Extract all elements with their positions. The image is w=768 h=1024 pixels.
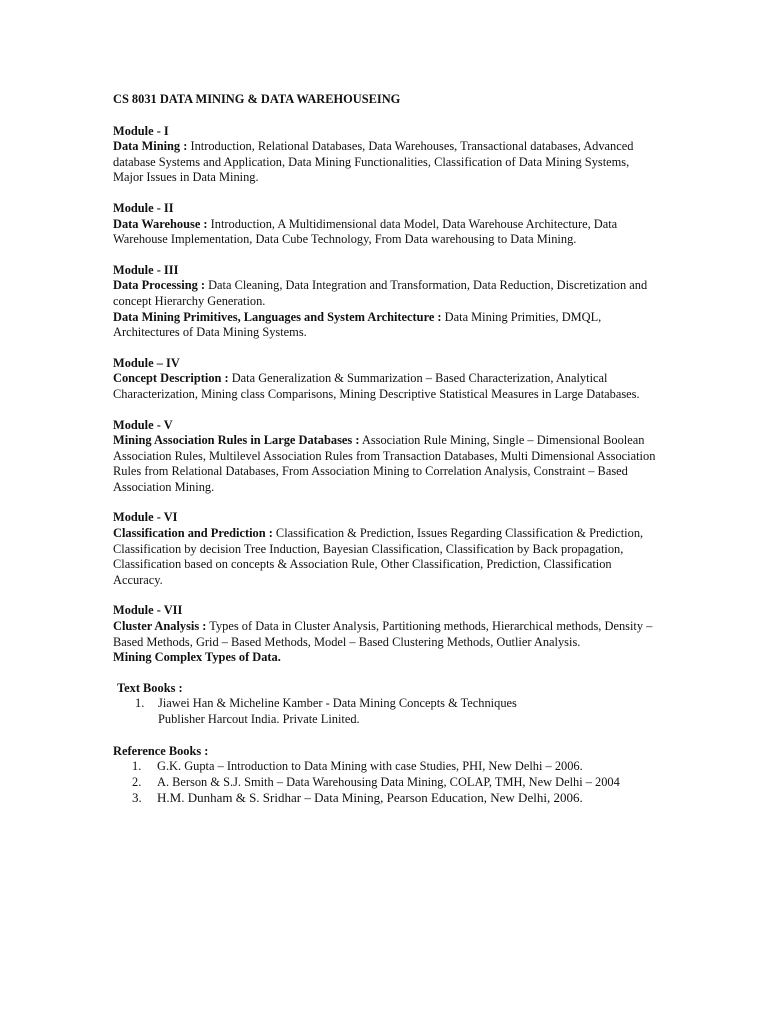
topic-text: Introduction, A Multidimensional data Model, Data Warehouse Architecture, Data Warehouse Implementation, Data Cube Technology, From Data warehousing to Data Mining. xyxy=(113,216,618,247)
module-heading: Module - VII xyxy=(113,603,183,618)
module-heading: Module - I xyxy=(113,123,169,138)
module-paragraph xyxy=(113,371,656,402)
module-4 xyxy=(113,356,656,403)
module-5 xyxy=(113,418,656,496)
course-title: CS 8031 DATA MINING & DATA WAREHOUSEING xyxy=(113,92,401,106)
module-paragraph xyxy=(113,310,656,341)
module-extra-topic: Mining Complex Types of Data. xyxy=(113,650,281,665)
module-paragraph xyxy=(113,433,656,495)
reference-entry: A. Berson & S.J. Smith – Data Warehousing Data Mining, COLAP, TMH, New Delhi – 2004 xyxy=(157,774,620,789)
list-number: 2. xyxy=(132,774,142,789)
reference-entry: H.M. Dunham & S. Sridhar – Data Mining, Pearson Education, New Delhi, 2006. xyxy=(157,790,583,806)
list-number: 1. xyxy=(132,759,142,774)
module-paragraph xyxy=(113,526,656,588)
book-publisher-line: Publisher Harcout India. Private Linited. xyxy=(158,712,360,726)
topic-term: Cluster Analysis : xyxy=(113,619,207,634)
module-paragraph xyxy=(113,619,656,650)
topic-text: Association Rule Mining, Single – Dimensional Boolean Association Rules, Multilevel Association Rules from Transaction Databases, Multi Dimensional Association Rules from Relational Databases, From Association Mining to Correlation Analysis, Constraint – Based Association Mining. xyxy=(113,433,656,494)
module-heading: Module - III xyxy=(113,262,179,277)
module-heading: Module - VI xyxy=(113,510,178,525)
module-1 xyxy=(113,124,656,186)
syllabus-page xyxy=(113,92,656,822)
topic-text: Data Generalization & Summarization – Based Characterization, Analytical Characterization, Mining class Comparisons, Mining Descriptive Statistical Measures in Large Databases. xyxy=(113,371,640,401)
reference-entry: G.K. Gupta – Introduction to Data Mining with case Studies, PHI, New Delhi – 2006. xyxy=(157,759,583,774)
module-paragraph xyxy=(113,217,656,248)
list-item xyxy=(113,790,656,806)
module-paragraph xyxy=(113,278,656,309)
topic-term: Concept Description : xyxy=(113,371,229,386)
topic-term: Mining Association Rules in Large Databases : xyxy=(113,433,360,448)
module-heading: Module – IV xyxy=(113,355,180,370)
module-heading: Module - V xyxy=(113,417,173,432)
topic-text: Classification & Prediction, Issues Regarding Classification & Prediction, Classification by decision Tree Induction, Bayesian Classification, Classification by Back propagation, Classification based on concepts & Association Rule, Other Classification, Prediction, Classification Accuracy. xyxy=(113,526,644,587)
reference-books-heading: Reference Books : xyxy=(113,743,209,758)
book-title-line: Jiawei Han & Micheline Kamber - Data Mining Concepts & Techniques xyxy=(158,696,517,711)
module-7 xyxy=(113,603,656,665)
topic-text: Types of Data in Cluster Analysis, Partitioning methods, Hierarchical methods, Density – Based Methods, Grid – Based Methods, Model – Based Clustering Methods, Outlier Analysis. xyxy=(113,619,653,649)
module-3 xyxy=(113,263,656,341)
topic-term: Classification and Prediction : xyxy=(113,526,273,541)
text-books-heading: Text Books : xyxy=(117,680,183,695)
book-entry xyxy=(158,696,656,727)
topic-text: Data Cleaning, Data Integration and Transformation, Data Reduction, Discretization and concept Hierarchy Generation. xyxy=(113,278,648,308)
list-number: 3. xyxy=(132,790,142,806)
topic-term: Data Processing : xyxy=(113,278,205,293)
module-6 xyxy=(113,510,656,588)
module-heading: Module - II xyxy=(113,200,174,215)
list-item xyxy=(113,759,656,775)
list-item xyxy=(113,775,656,791)
list-number: 1. xyxy=(135,696,145,711)
text-books-section xyxy=(113,681,656,728)
topic-term: Data Mining : xyxy=(113,139,188,154)
topic-text: Introduction, Relational Databases, Data Warehouses, Transactional databases, Advanced database Systems and Application, Data Mining Functionalities, Classification of Data Mining Systems, Major Issues in Data Mining. xyxy=(113,139,634,185)
topic-term: Data Warehouse : xyxy=(113,216,208,231)
topic-term: Data Mining Primitives, Languages and System Architecture : xyxy=(113,309,442,324)
topic-text: Data Mining Primities, DMQL, Architectures of Data Mining Systems. xyxy=(113,309,602,340)
list-item xyxy=(113,696,656,727)
module-2 xyxy=(113,201,656,248)
reference-books-section xyxy=(113,744,656,806)
module-paragraph xyxy=(113,139,656,186)
